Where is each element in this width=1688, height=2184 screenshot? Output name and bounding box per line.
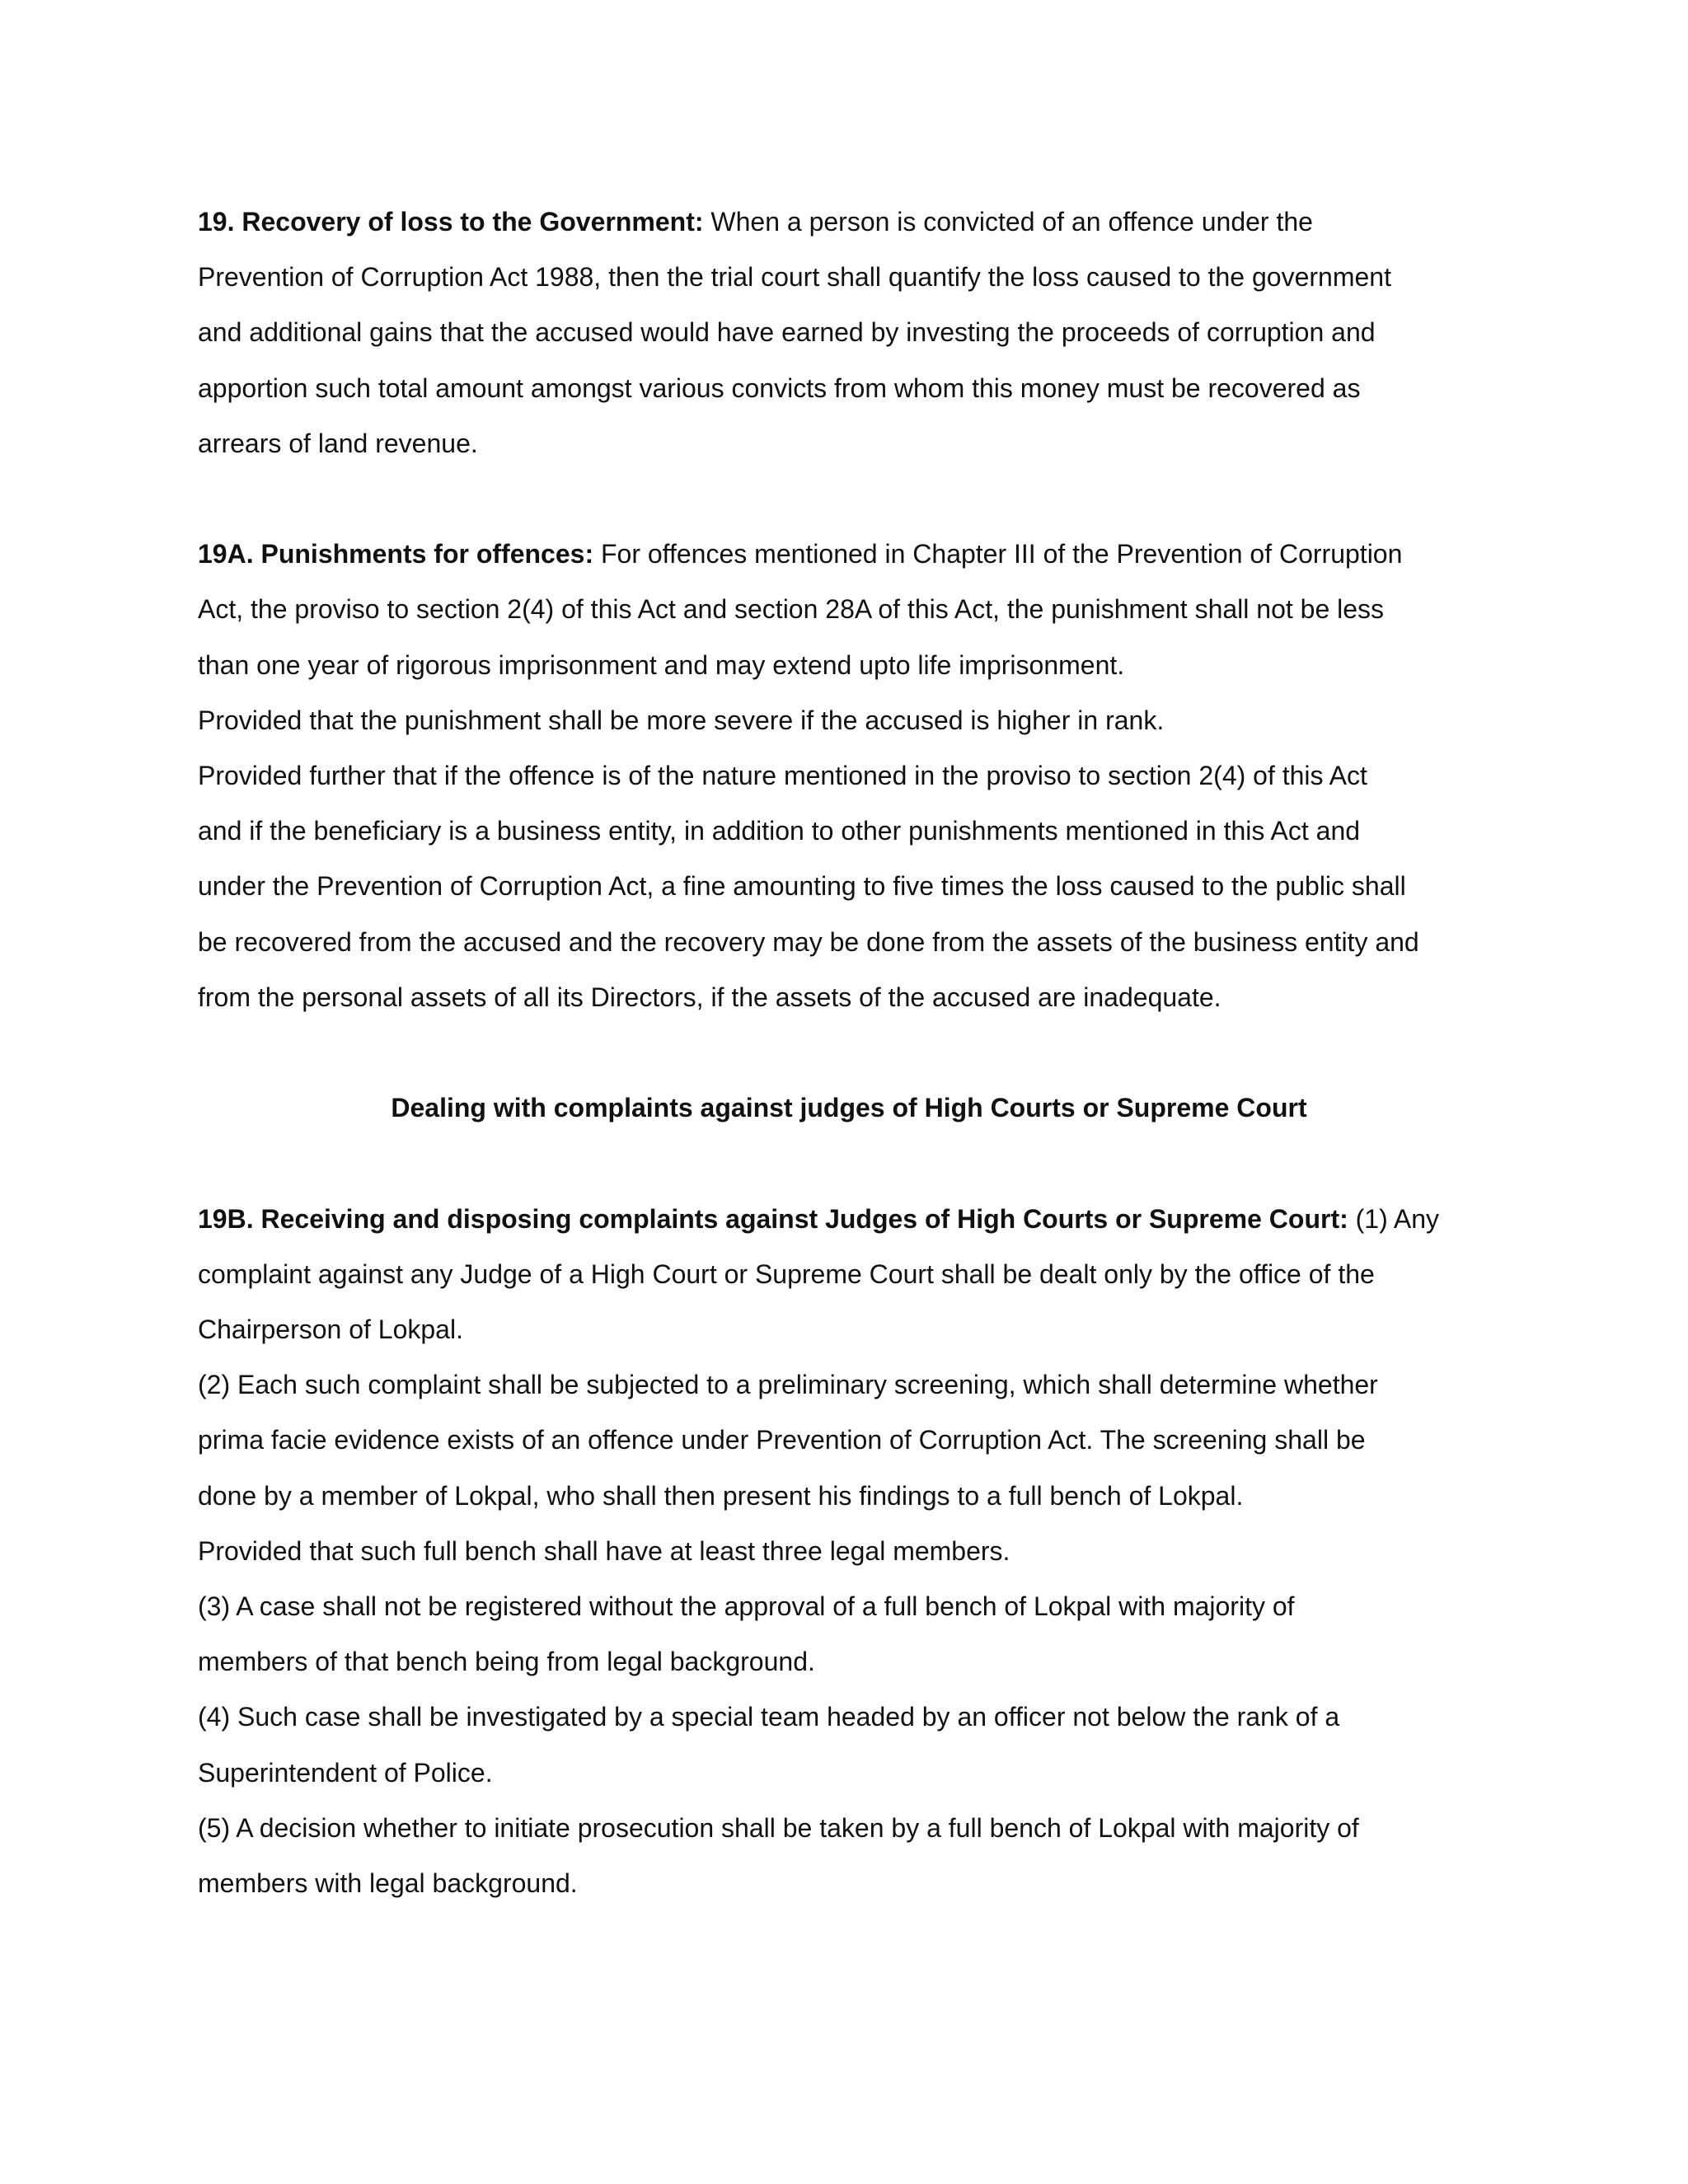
section-19a-line-1 bbox=[198, 527, 1500, 582]
paragraph-line: Superintendent of Police. bbox=[198, 1757, 493, 1788]
paragraph-line: than one year of rigorous imprisonment and may extend upto life imprisonment. bbox=[198, 649, 1125, 680]
section-19-line-1 bbox=[198, 194, 1500, 250]
paragraph-line: members with legal background. bbox=[198, 1868, 578, 1899]
paragraph-line: under the Prevention of Corruption Act, a fine amounting to five times the loss caused to the public shall bbox=[198, 871, 1406, 902]
paragraph-line: arrears of land revenue. bbox=[198, 428, 478, 458]
document-body bbox=[198, 194, 1500, 1911]
spacer bbox=[198, 1025, 1500, 1080]
section-19 bbox=[198, 194, 1500, 471]
paragraph-line: apportion such total amount amongst various convicts from whom this money must be recovered as bbox=[198, 373, 1361, 403]
paragraph-line: (3) A case shall not be registered without the approval of a full bench of Lokpal with majority of bbox=[198, 1591, 1295, 1622]
paragraph-line: (2) Each such complaint shall be subjected to a preliminary screening, which shall determine whether bbox=[198, 1370, 1378, 1400]
section-19b bbox=[198, 1192, 1500, 1912]
paragraph-line: complaint against any Judge of a High Court or Supreme Court shall be dealt only by the office of the bbox=[198, 1258, 1375, 1289]
paragraph-line: Prevention of Corruption Act 1988, then the trial court shall quantify the loss caused to the government bbox=[198, 262, 1391, 293]
section-19a bbox=[198, 527, 1500, 1025]
spacer bbox=[198, 1136, 1500, 1191]
paragraph-line: done by a member of Lokpal, who shall then present his findings to a full bench of Lokpal. bbox=[198, 1480, 1244, 1511]
paragraph-line: (4) Such case shall be investigated by a special team headed by an officer not below the rank of a bbox=[198, 1702, 1340, 1732]
paragraph-line: Act, the proviso to section 2(4) of this Act and section 28A of this Act, the punishment shall not be less bbox=[198, 594, 1385, 625]
paragraph-line: Provided that such full bench shall have at least three legal members. bbox=[198, 1535, 1010, 1566]
paragraph-line: and additional gains that the accused would have earned by investing the proceeds of corruption and bbox=[198, 317, 1376, 348]
section-19-heading: 19. Recovery of loss to the Government: bbox=[198, 207, 704, 237]
spacer bbox=[198, 471, 1500, 527]
paragraph-line: and if the beneficiary is a business entity, in addition to other punishments mentioned in this Act and bbox=[198, 816, 1361, 846]
section-19b-text: (1) Any bbox=[1348, 1203, 1440, 1234]
paragraph-line: be recovered from the accused and the recovery may be done from the assets of the business entity and bbox=[198, 926, 1419, 957]
chapter-heading: Dealing with complaints against judges of High Courts or Supreme Court bbox=[391, 1093, 1307, 1123]
section-19-text: When a person is convicted of an offence under the bbox=[703, 207, 1313, 237]
section-19b-line-1 bbox=[198, 1192, 1500, 1247]
paragraph-line: Provided further that if the offence is of the nature mentioned in the proviso to section 2(4) of this Act bbox=[198, 761, 1367, 791]
paragraph-line: Provided that the punishment shall be more severe if the accused is higher in rank. bbox=[198, 705, 1165, 735]
section-19b-heading: 19B. Receiving and disposing complaints against Judges of High Courts or Supreme Court: bbox=[198, 1203, 1348, 1234]
paragraph-line: Chairperson of Lokpal. bbox=[198, 1315, 463, 1345]
paragraph-line: from the personal assets of all its Directors, if the assets of the accused are inadequate. bbox=[198, 982, 1221, 1012]
paragraph-line: members of that bench being from legal background. bbox=[198, 1647, 815, 1677]
section-19a-heading: 19A. Punishments for offences: bbox=[198, 539, 594, 569]
section-19a-text: For offences mentioned in Chapter III of the Prevention of Corruption bbox=[593, 539, 1403, 569]
paragraph-line: prima facie evidence exists of an offence under Prevention of Corruption Act. The screening shall be bbox=[198, 1425, 1366, 1455]
paragraph-line: (5) A decision whether to initiate prosecution shall be taken by a full bench of Lokpal with majority of bbox=[198, 1812, 1359, 1843]
